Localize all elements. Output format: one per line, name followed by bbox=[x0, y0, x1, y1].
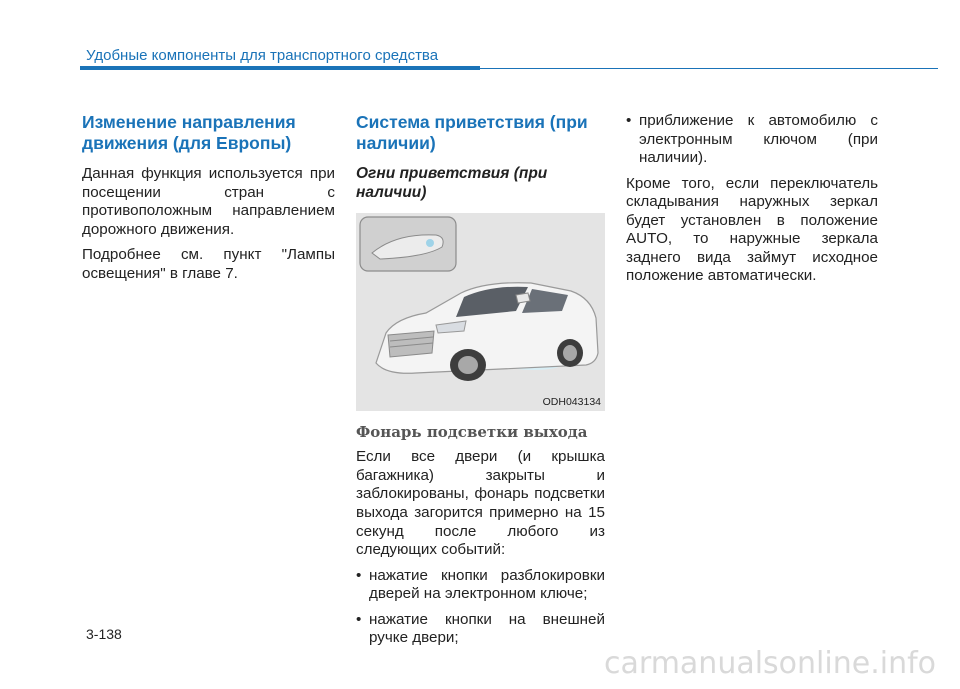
watermark: carmanualsonline.info bbox=[604, 646, 936, 681]
list-item: • приближение к автомобилю с электронным ключом (при наличии). bbox=[626, 112, 878, 168]
list-item: • нажатие кнопки разблокировки дверей на электронном ключе; bbox=[356, 567, 605, 604]
section-title-exit-light: Фонарь подсветки выхода bbox=[356, 423, 588, 442]
bullet-list bbox=[356, 567, 605, 648]
page-number: 3-138 bbox=[86, 626, 122, 642]
subheading-welcome-lights: Огни приветствия (при наличии) bbox=[356, 165, 548, 202]
paragraph: Если все двери (и крышка багажника) закрыты и заблокированы, фонарь подсветки выхода загорится примерно на 15 секунд после любого из следующих событий: bbox=[356, 448, 605, 559]
section-heading-welcome-system: Система приветствия (при наличии) bbox=[356, 112, 588, 153]
header-rule-thin bbox=[480, 68, 938, 69]
list-item: • нажатие кнопки на внешней ручке двери; bbox=[356, 611, 605, 648]
column-3 bbox=[626, 112, 878, 293]
paragraph: Данная функция используется при посещении стран с противоположным направлением дорожного движения. bbox=[82, 165, 335, 238]
car-puddle-lamp-image bbox=[356, 213, 605, 411]
running-header: Удобные компоненты для транспортного средства bbox=[86, 47, 439, 64]
column-2 bbox=[356, 112, 605, 655]
column-1 bbox=[82, 112, 335, 291]
figure-code: ODH043134 bbox=[542, 396, 601, 409]
bullet-list bbox=[626, 112, 878, 168]
paragraph: Кроме того, если переключатель складывания наружных зеркал будет установлен в положение AUTO, то наружные зеркала заднего вида займут исходное положение автоматически. bbox=[626, 174, 878, 285]
car-illustration bbox=[356, 213, 605, 411]
header-rule-thick bbox=[80, 66, 480, 70]
paragraph: Подробнее см. пункт "Лампы освещения" в главе 7. bbox=[82, 246, 335, 283]
section-heading-reverse-traffic: Изменение направления движения (для Европы) bbox=[82, 112, 296, 153]
